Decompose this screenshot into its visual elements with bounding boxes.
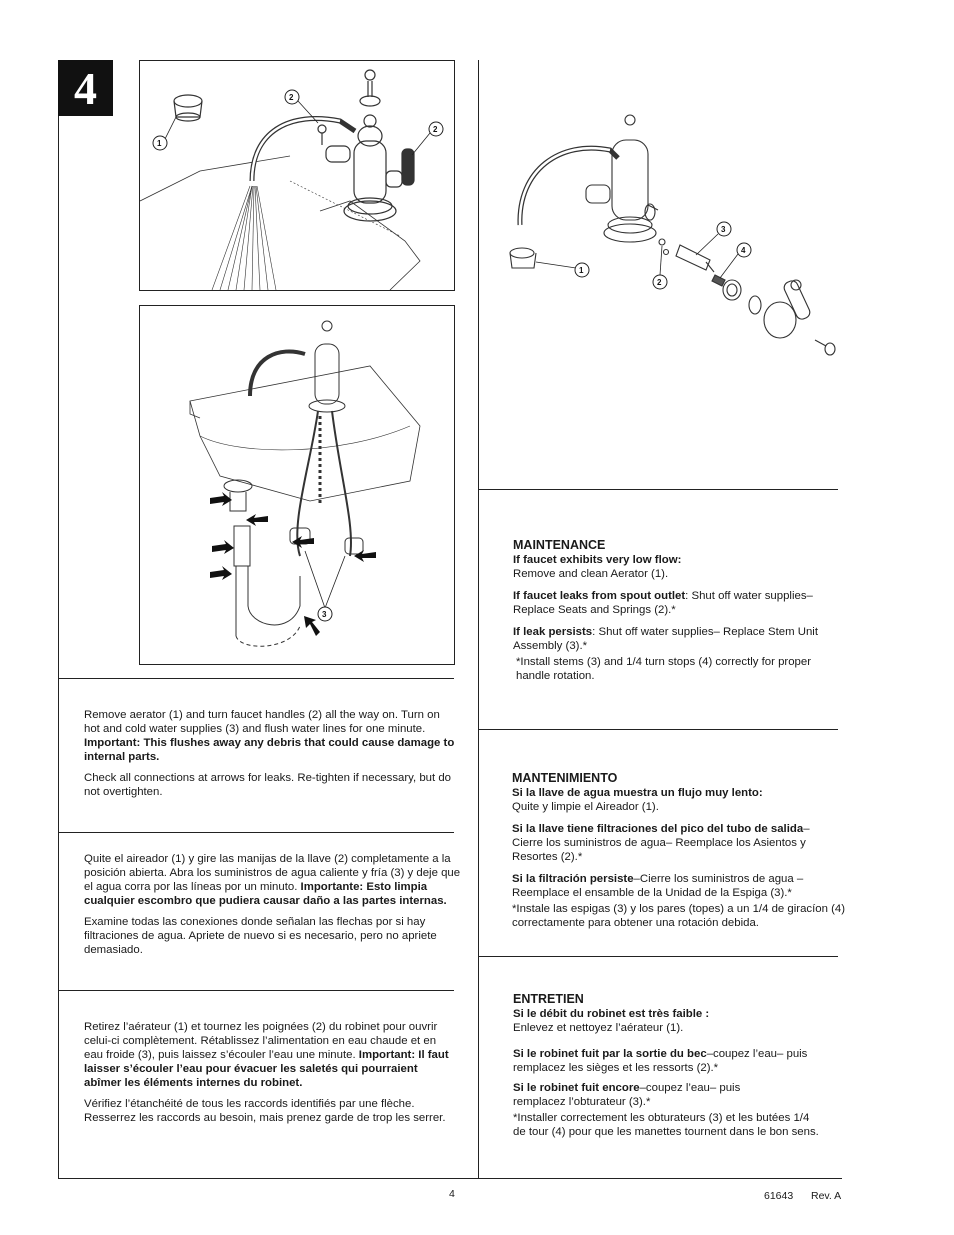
callout-parts-stop bbox=[720, 243, 751, 278]
maintenance-es-q2: Si la llave tiene filtraciones del pico del tubo de salida bbox=[512, 823, 804, 835]
instructions-es-check: Examine todas las conexiones donde señalan las flechas por si hay filtraciones de agua. Apriete de nuevo si es necesario, pero no apriete demasiado. bbox=[84, 916, 437, 956]
maintenance-fr-note: *Installer correctement les obturateurs (3) et les butées 1/4 de tour (4) pour que les manettes tournent dans le bon sens. bbox=[513, 1112, 819, 1138]
maintenance-en-q3: If leak persists bbox=[513, 626, 593, 638]
leak-check-arrows bbox=[210, 492, 376, 636]
maintenance-en-title: MAINTENANCE bbox=[513, 538, 606, 552]
callout-handle-right bbox=[412, 122, 443, 155]
svg-text:2: 2 bbox=[657, 278, 662, 287]
svg-text:2: 2 bbox=[433, 125, 438, 134]
callout-parts-seat-spring bbox=[653, 246, 667, 289]
svg-text:3: 3 bbox=[322, 610, 327, 619]
instructions-fr-check: Vérifiez l’étanchéité de tous les raccords identifiés par une flèche. Resserrez les raccords au besoin, mais prenez garde de trop les serrer. bbox=[84, 1098, 446, 1124]
callout-aerator bbox=[153, 117, 176, 150]
bottom-border-line bbox=[58, 1178, 842, 1179]
document-number: 61643 bbox=[764, 1190, 794, 1202]
page-number: 4 bbox=[449, 1188, 455, 1200]
faucet-spray-illustration bbox=[140, 61, 454, 290]
figure-exploded-parts bbox=[500, 110, 845, 365]
figure-flush-faucet bbox=[139, 60, 455, 291]
parts-exploded-view bbox=[500, 110, 845, 365]
instructions-en-check: Check all connections at arrows for leaks. Re-tighten if necessary, but do not overtighten. bbox=[84, 772, 451, 798]
revision-label: Rev. A bbox=[811, 1190, 842, 1202]
divider-left-3 bbox=[58, 990, 454, 991]
under-sink-illustration bbox=[140, 306, 454, 664]
maintenance-es-a1: Quite y limpie el Aireador (1). bbox=[512, 801, 659, 813]
maintenance-fr-a1: Enlevez et nettoyez l’aérateur (1). bbox=[513, 1022, 684, 1034]
maintenance-es-title: MANTENIMIENTO bbox=[512, 771, 618, 785]
svg-text:4: 4 bbox=[741, 246, 746, 255]
maintenance-fr-q2: Si le robinet fuit par la sortie du bec bbox=[513, 1048, 707, 1060]
maintenance-en-q2: If faucet leaks from spout outlet bbox=[513, 590, 686, 602]
instructions-fr-important: Important: Il faut laisser s’écouler l’eau pour évacuer les saletés qui pourraient abîmer les éléments internes du robinet. bbox=[84, 1049, 449, 1089]
divider-right-2 bbox=[478, 729, 838, 730]
instructions-en-important: Important: This flushes away any debris that could cause damage to internal parts. bbox=[84, 737, 455, 763]
instructions-french bbox=[84, 1020, 454, 1132]
callout-supplies bbox=[305, 551, 345, 621]
maintenance-en-a1: Remove and clean Aerator (1). bbox=[513, 568, 669, 580]
maintenance-fr-q1: Si le débit du robinet est très faible : bbox=[513, 1008, 710, 1020]
maintenance-en-a3: : Shut off water supplies– Replace Stem Unit Assembly (3).* bbox=[513, 626, 818, 652]
svg-text:2: 2 bbox=[289, 93, 294, 102]
figure-supply-connections bbox=[139, 305, 455, 665]
callout-parts-stem bbox=[696, 222, 731, 255]
divider-left-2 bbox=[58, 832, 454, 833]
maintenance-fr-a3: –coupez l’eau– puis remplacez l’obturateur (3).* bbox=[513, 1082, 741, 1108]
center-divider-line bbox=[478, 60, 479, 1179]
instructions-es-text: Quite el aireador (1) y gire las manijas de la llave (2) completamente a la posición abierta. Abra los suministros de agua caliente y fría (3) y deje que el agua corra por las líneas por un minuto. bbox=[84, 853, 461, 893]
maintenance-en-note: *Install stems (3) and 1/4 turn stops (4) correctly for proper handle rotation. bbox=[516, 656, 812, 682]
maintenance-spanish bbox=[512, 771, 852, 937]
maintenance-french bbox=[513, 992, 833, 1146]
step-number-badge: 4 bbox=[58, 60, 113, 116]
left-border-line bbox=[58, 116, 59, 1179]
divider-left-1 bbox=[58, 678, 454, 679]
maintenance-es-a3: –Cierre los suministros de agua – Reemplace el ensamble de la Unidad de la Espiga (3).* bbox=[512, 873, 804, 899]
instructions-fr-text: Retirez l’aérateur (1) et tournez les poignées (2) du robinet pour ouvrir celui-ci complètement. Rétablissez l’alimentation en eau chaude et en eau froide (3), puis laissez s’écouler l’eau une minute. bbox=[84, 1021, 438, 1061]
maintenance-es-q3: Si la filtración persiste bbox=[512, 873, 634, 885]
instructions-en-text: Remove aerator (1) and turn faucet handles (2) all the way on. Turn on hot and cold water supplies (3) and flush water lines for one minute. bbox=[84, 709, 440, 735]
maintenance-es-a2: – Cierre los suministros de agua– Reemplace los Asientos y Resortes (2).* bbox=[512, 823, 810, 863]
instructions-english bbox=[84, 708, 456, 806]
maintenance-en-a2: : Shut off water supplies– Replace Seats and Springs (2).* bbox=[513, 590, 813, 616]
maintenance-english bbox=[513, 538, 833, 690]
svg-text:1: 1 bbox=[579, 266, 584, 275]
maintenance-en-q1: If faucet exhibits very low flow: bbox=[513, 554, 682, 566]
maintenance-fr-title: ENTRETIEN bbox=[513, 992, 584, 1006]
maintenance-es-note: *Instale las espigas (3) y los pares (topes) a un 1/4 de giracíon (4) correctamente para obtener una rotación debida. bbox=[512, 903, 846, 929]
svg-text:1: 1 bbox=[157, 139, 162, 148]
maintenance-es-q1: Si la llave de agua muestra un flujo muy lento: bbox=[512, 787, 763, 799]
divider-right-3 bbox=[478, 956, 838, 957]
callout-parts-aerator bbox=[536, 262, 589, 277]
maintenance-fr-a2: –coupez l’eau– puis remplacez les sièges et les ressorts (2).* bbox=[513, 1048, 808, 1074]
instructions-es-important: Importante: Esto limpia cualquier escombro que pudiera causar daño a las partes internas. bbox=[84, 881, 447, 907]
svg-text:3: 3 bbox=[721, 225, 726, 234]
instructions-spanish bbox=[84, 852, 466, 964]
divider-right-1 bbox=[478, 489, 838, 490]
maintenance-fr-q3: Si le robinet fuit encore bbox=[513, 1082, 640, 1094]
